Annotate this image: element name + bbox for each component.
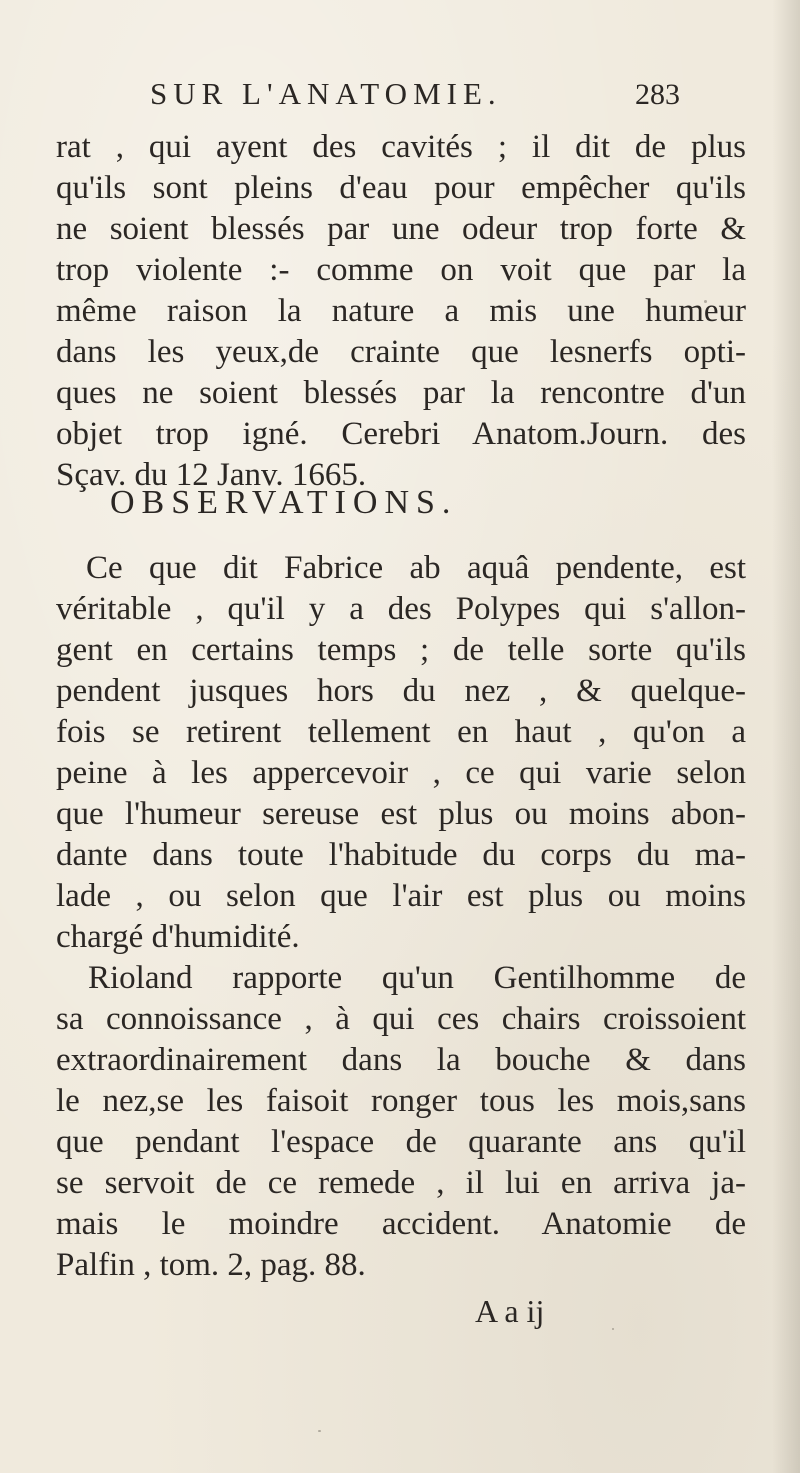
text-line: objet trop igné. Cerebri Anatom.Journ. des	[56, 416, 746, 452]
text-line: Ce que dit Fabrice ab aquâ pendente, est	[86, 550, 746, 586]
paper-speck	[704, 300, 707, 303]
text-line: Rioland rapporte qu'un Gentilhomme de	[88, 960, 746, 996]
text-line: rat , qui ayent des cavités ; il dit de plus	[56, 129, 746, 165]
text-line: se servoit de ce remede , il lui en arriva ja-	[56, 1165, 746, 1201]
page-number: 283	[635, 78, 680, 111]
text-line: qu'ils sont pleins d'eau pour empêcher qu'ils	[56, 170, 746, 206]
section-heading: OBSERVATIONS.	[110, 484, 458, 521]
text-line: trop violente :- comme on voit que par la	[56, 252, 746, 288]
text-line: ne soient blessés par une odeur trop forte &	[56, 211, 746, 247]
running-head: SUR L'ANATOMIE.	[150, 76, 502, 111]
text-line: pendent jusques hors du nez , & quelque-	[56, 673, 746, 709]
text-line: Sçav. du 12 Janv. 1665.	[56, 457, 367, 493]
paper-speck	[612, 1328, 614, 1330]
text-line: Palfin , tom. 2, pag. 88.	[56, 1247, 366, 1283]
page-header	[150, 76, 680, 116]
text-line: mais le moindre accident. Anatomie de	[56, 1206, 746, 1242]
page-edge-shadow	[772, 0, 800, 1473]
text-line: que pendant l'espace de quarante ans qu'il	[56, 1124, 746, 1160]
text-line: véritable , qu'il y a des Polypes qui s'allon-	[56, 591, 746, 627]
text-line: sa connoissance , à qui ces chairs croissoient	[56, 1001, 746, 1037]
text-line: même raison la nature a mis une humeur	[56, 293, 746, 329]
text-line: fois se retirent tellement en haut , qu'on a	[56, 714, 746, 750]
text-line: que l'humeur sereuse est plus ou moins abon-	[56, 796, 746, 832]
text-line: dante dans toute l'habitude du corps du ma-	[56, 837, 746, 873]
paper-speck	[318, 1430, 321, 1432]
text-line: lade , ou selon que l'air est plus ou moins	[56, 878, 746, 914]
text-line: peine à les appercevoir , ce qui varie selon	[56, 755, 746, 791]
text-line: ques ne soient blessés par la rencontre d'un	[56, 375, 746, 411]
text-line: gent en certains temps ; de telle sorte qu'ils	[56, 632, 746, 668]
text-line: chargé d'humidité.	[56, 919, 300, 955]
text-line: extraordinairement dans la bouche & dans	[56, 1042, 746, 1078]
text-line: le nez,se les faisoit ronger tous les mois,sans	[56, 1083, 746, 1119]
signature-mark: A a ij	[475, 1293, 545, 1329]
text-line: dans les yeux,de crainte que lesnerfs opti-	[56, 334, 746, 370]
